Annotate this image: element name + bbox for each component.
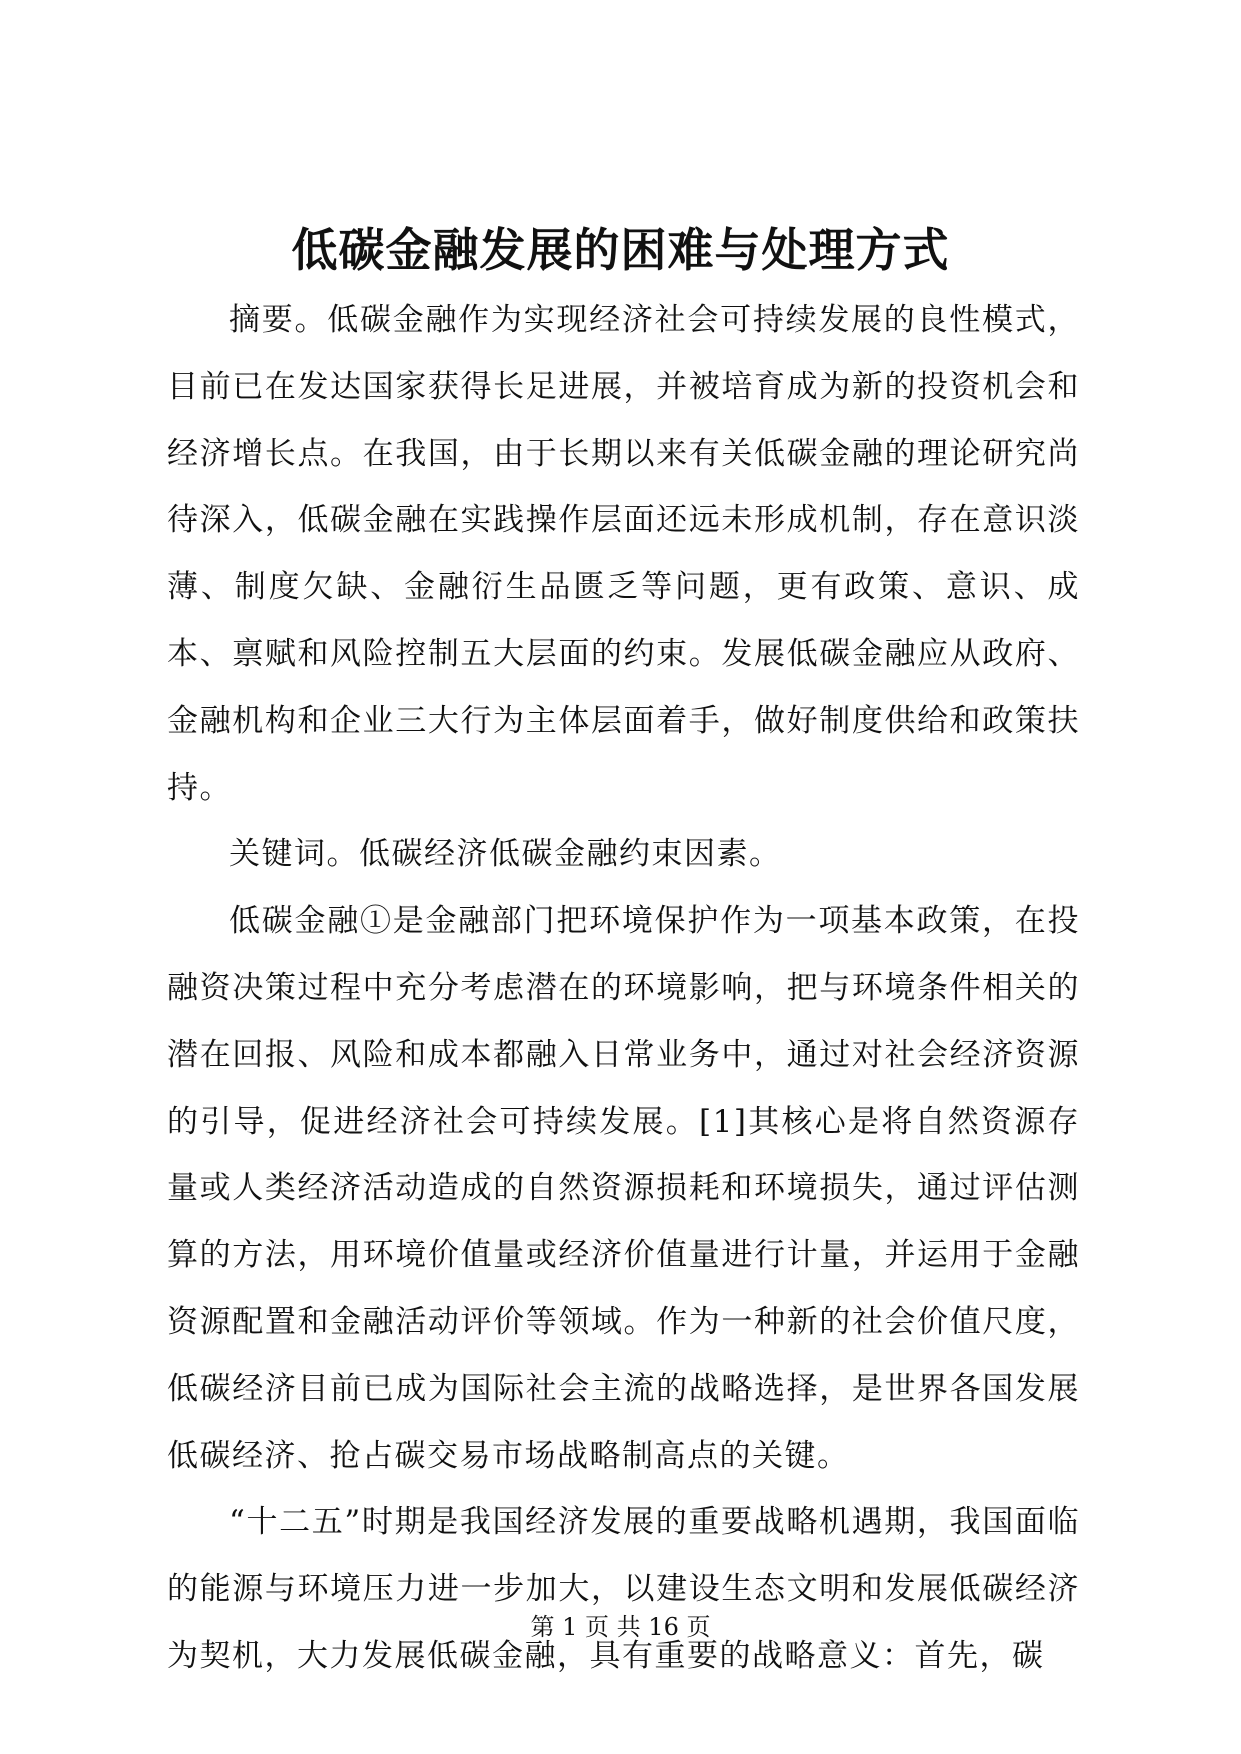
page-number-footer: 第 1 页 共 16 页 — [530, 1613, 711, 1641]
keywords-paragraph: 关键词。低碳经济低碳金融约束因素。 — [229, 836, 782, 873]
document-title: 低碳金融发展的困难与处理方式 — [291, 223, 950, 277]
document-body — [167, 287, 1080, 1690]
abstract-paragraph: 摘要。低碳金融作为实现经济社会可持续发展的良性模式，目前已在发达国家获得长足进展，并被培育成为新的投资机会和经济增长点。在我国，由于长期以来有关低碳金融的理论研究尚待深入，低碳金融在实践操作层面还远未形成机制，存在意识淡薄、制度欠缺、金融衍生品匮乏等问题，更有政策、意识、成本、禀赋和风险控制五大层面的约束。发展低碳金融应从政府、金融机构和企业三大行为主体层面着手，做好制度供给和政策扶持。 — [167, 302, 1080, 806]
body-paragraph: “十二五”时期是我国经济发展的重要战略机遇期，我国面临的能源与环境压力进一步加大，以建设生态文明和发展低碳经济为契机，大力发展低碳金融，具有重要的战略意义：首先，碳 — [167, 1504, 1080, 1674]
body-paragraph: 低碳金融①是金融部门把环境保护作为一项基本政策，在投融资决策过程中充分考虑潜在的环境影响，把与环境条件相关的潜在回报、风险和成本都融入日常业务中，通过对社会经济资源的引导，促进经济社会可持续发展。[1]其核心是将自然资源存量或人类经济活动造成的自然资源损耗和环境损失，通过评估测算的方法，用环境价值量或经济价值量进行计量，并运用于金融资源配置和金融活动评价等领域。作为一种新的社会价值尺度，低碳经济目前已成为国际社会主流的战略选择，是世界各国发展低碳经济、抢占碳交易市场战略制高点的关键。 — [167, 903, 1080, 1474]
